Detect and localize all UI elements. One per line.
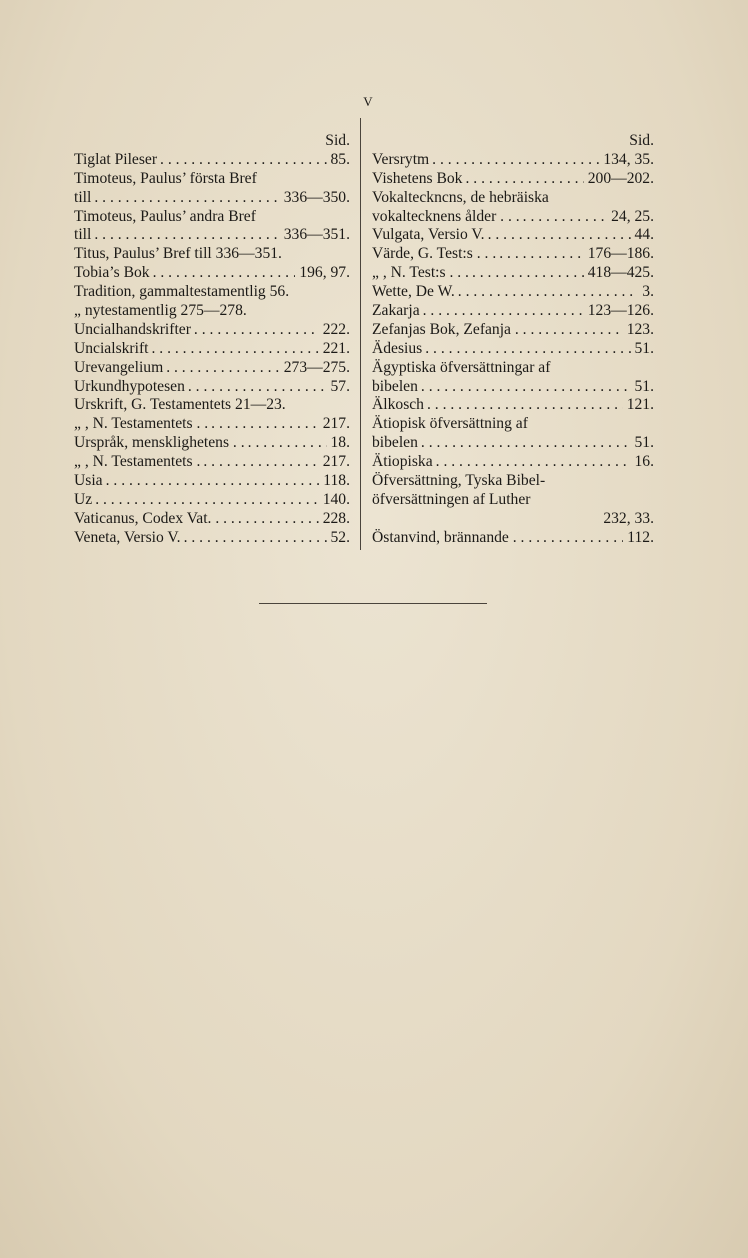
page-reference: 336—350. [283,188,350,206]
page-reference: 123. [626,320,654,338]
dot-leader [488,226,631,245]
page-reference: 51. [634,434,654,452]
dot-leader [184,529,327,548]
column-divider [360,118,361,550]
index-term: Wette, De W. [372,283,455,301]
index-entry [74,189,350,208]
page-reference: 112. [627,528,654,546]
column-header: Sid. [325,132,350,149]
page-number: V [363,94,373,109]
index-entry [372,189,654,208]
index-entry [372,302,654,321]
index-column-right [372,132,654,548]
index-entry [372,340,654,359]
dot-leader [188,378,327,397]
index-entry [74,283,350,302]
index-term: vokaltecknens ålder . . . [372,207,520,225]
page-reference: 217. [322,453,350,471]
index-term: Vaticanus, Codex Vat. . . . [74,509,235,527]
index-term: „ , N. Testamentets . [74,453,201,471]
page-reference: 3. [642,283,654,301]
index-term: Tradition, gammaltestamentlig 56. [74,283,290,301]
index-term: Ätiopiska [372,453,433,471]
index-entry [372,264,654,283]
page-reference: 418—425. [587,264,654,282]
index-term: Vulgata, Versio V. [372,226,485,244]
page-reference: 273—275. [283,358,350,376]
index-entry [372,453,654,472]
index-term: Öfversättning, Tyska Bibel- [372,472,546,490]
page-reference: 336—351. [283,226,350,244]
index-entry [372,396,654,415]
index-term: Ägyptiska öfversättningar af [372,358,551,376]
index-entry [372,491,654,510]
index-entry [74,472,350,491]
index-entry [372,529,654,548]
dot-leader [203,453,318,472]
index-entry [74,491,350,510]
page-reference: 16. [634,453,654,471]
dot-leader [94,189,279,208]
dot-leader [94,226,279,245]
index-term: Urevangelium [74,358,164,376]
dot-leader [436,453,631,472]
index-term: „ , N. Test:s . . . [372,264,469,282]
index-term: Uz [74,490,93,508]
index-term: bibelen [372,434,418,452]
index-term: Ädesius [372,339,423,357]
dot-leader [238,510,319,529]
dot-leader [211,415,319,434]
index-term: Versrytm [372,150,430,168]
dot-leader [545,321,623,340]
page-reference: 44. [634,226,654,244]
index-term: Zefanjas Bok, Zefanja . . . . [372,320,543,338]
index-entry [74,264,350,283]
index-entry [372,378,654,397]
index-entry [74,302,350,321]
index-entry [74,378,350,397]
index-entry [372,415,654,434]
index-term: Tiglat Pileser [74,150,158,168]
index-entry [74,170,350,189]
column-header: Sid. [629,132,654,149]
index-entry [74,453,350,472]
index-term: till [74,226,92,244]
page-reference: 51. [634,377,654,395]
index-entry [372,510,654,529]
index-entry [372,472,654,491]
dot-leader [427,396,623,415]
index-term: Veneta, Versio V. [74,528,181,546]
page-reference: 222. [322,320,350,338]
index-term: Uncialhandskrifter [74,320,191,338]
index-entry [74,208,350,227]
index-entries [74,151,350,548]
index-entry [372,208,654,227]
index-entry [74,359,350,378]
dot-leader [523,208,607,227]
dot-leader [423,302,584,321]
index-entry [74,529,350,548]
index-term: Urkundhypotesen [74,377,185,395]
dot-leader [194,321,319,340]
page-reference: 176—186. [587,245,654,263]
index-term: Usia [74,472,103,490]
page-reference: 121. [626,396,654,414]
index-term: Zakarja [372,302,420,320]
dot-leader [153,264,296,283]
index-entry [74,226,350,245]
dot-leader [106,472,320,491]
index-entry [372,359,654,378]
index-entry [74,340,350,359]
index-term: öfversättningen af Luther [372,490,531,508]
dot-leader [458,283,639,302]
page-reference: 85. [330,150,350,168]
dot-leader [151,340,318,359]
page-reference: 52. [330,528,350,546]
dot-leader [472,264,584,283]
index-term: bibelen [372,377,418,395]
index-term: Ätiopisk öfversättning af [372,415,528,433]
index-entry [372,321,654,340]
page-reference: 196, 97. [299,264,350,282]
page-reference: 221. [322,339,350,357]
page-reference: 57. [330,377,350,395]
index-entry [372,226,654,245]
index-term: Värde, G. Test:s . . . [372,245,497,263]
dot-leader [166,359,280,378]
index-term: Urspråk, mensklighetens . . [74,434,245,452]
index-term: Vokalteckncns, de hebräiska [372,188,549,206]
index-term: „ , N. Testamentets . . [74,415,209,433]
index-entry [74,510,350,529]
dot-leader [499,245,584,264]
page-reference: 200—202. [587,169,654,187]
index-entry [372,170,654,189]
page-reference: 134, 35. [603,150,654,168]
index-entries [372,151,654,548]
page-reference: 118. [323,472,350,490]
dot-leader [421,378,631,397]
dot-leader [465,170,583,189]
index-term: till [74,188,92,206]
page-reference: 51. [634,339,654,357]
index-term: Urskrift, G. Testamentets 21—23. [74,396,286,414]
dot-leader [543,529,623,548]
index-term: „ nytestamentlig 275—278. [74,302,247,320]
index-entry [372,434,654,453]
index-term: Uncialskrift [74,339,149,357]
index-entry [74,321,350,340]
page-reference: 18. [330,434,350,452]
index-term: Tobia’s Bok [74,264,150,282]
page-reference: 123—126. [587,302,654,320]
dot-leader [421,434,631,453]
index-term: Älkosch [372,396,424,414]
index-entry [372,245,654,264]
index-entry [74,434,350,453]
index-term: Vishetens Bok [372,169,463,187]
index-term: Östanvind, brännande . . . . [372,528,541,546]
page-reference: 232, 33. [603,509,654,527]
index-entry [372,283,654,302]
index-term: Timoteus, Paulus’ första Bref [74,169,257,187]
page-reference: 228. [322,509,350,527]
index-entry [74,415,350,434]
page-reference: 217. [322,415,350,433]
page-reference: 24, 25. [611,207,654,225]
index-term: Timoteus, Paulus’ andra Bref [74,207,256,225]
index-entry [74,245,350,264]
page-reference: 140. [322,490,350,508]
index-entry [372,151,654,170]
index-entry [74,396,350,415]
dot-leader [248,434,327,453]
dot-leader [425,340,630,359]
index-term: Titus, Paulus’ Bref till 336—351. [74,245,282,263]
bottom-rule [259,603,487,604]
dot-leader [432,151,599,170]
index-column-left [74,132,350,548]
index-entry [74,151,350,170]
dot-leader [95,491,319,510]
dot-leader [160,151,326,170]
